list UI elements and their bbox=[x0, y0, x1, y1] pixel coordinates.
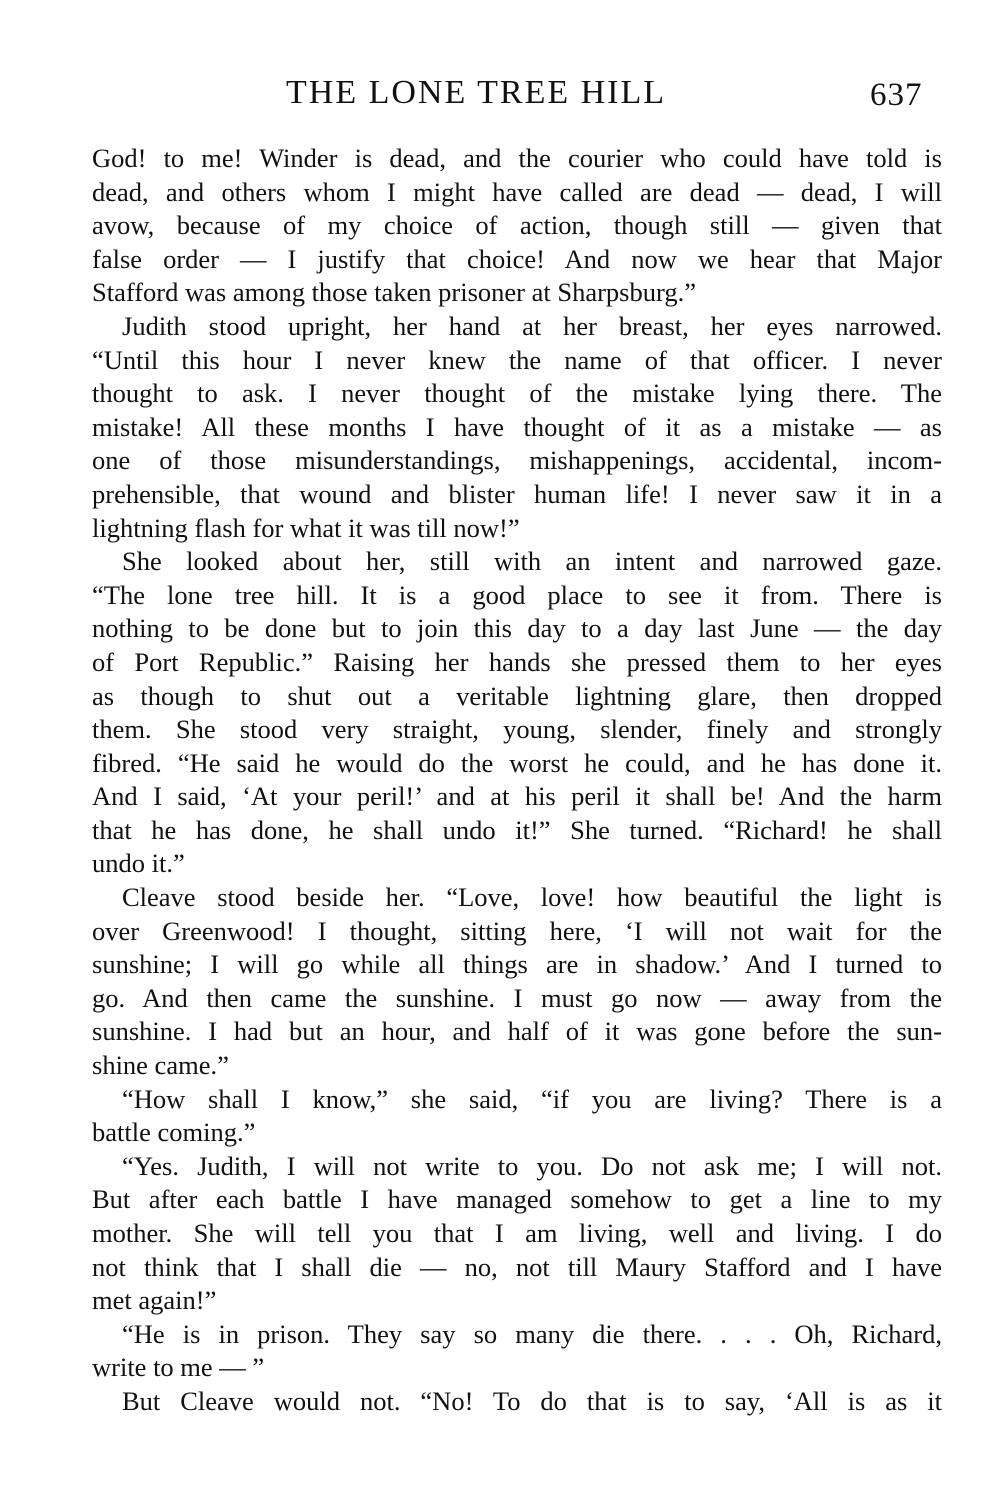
text-line: But Cleave would not. “No! To do that is to say, ‘All is as it bbox=[122, 1385, 942, 1416]
running-title: THE LONE TREE HILL bbox=[286, 74, 667, 111]
body-text bbox=[92, 142, 942, 1419]
text-line: that he has done, he shall undo it!” She turned. “Richard! he shall bbox=[92, 814, 942, 845]
text-line: write to me — ” bbox=[92, 1352, 265, 1383]
text-line: Judith stood upright, her hand at her breast, her eyes narrowed. bbox=[122, 310, 942, 341]
text-line: avow, because of my choice of action, though still — given that bbox=[92, 210, 942, 241]
text-line: mistake! All these months I have thought of it as a mistake — as bbox=[92, 411, 942, 442]
text-line: “He is in prison. They say so many die there. . . . Oh, Richard, bbox=[122, 1318, 942, 1349]
text-line: over Greenwood! I thought, sitting here, ‘I will not wait for the bbox=[92, 915, 942, 946]
text-line: as though to shut out a veritable lightning glare, then dropped bbox=[92, 680, 942, 711]
text-line: “Until this hour I never knew the name of that officer. I never bbox=[92, 344, 942, 375]
text-line: met again!” bbox=[92, 1285, 217, 1316]
text-line: one of those misunderstandings, mishappenings, accidental, incom- bbox=[92, 445, 942, 476]
text-line: She looked about her, still with an intent and narrowed gaze. bbox=[122, 546, 942, 577]
text-line: battle coming.” bbox=[92, 1117, 256, 1148]
page-number: 637 bbox=[870, 77, 923, 113]
text-line: lightning flash for what it was till now!” bbox=[92, 512, 520, 543]
text-line: go. And then came the sunshine. I must go now — away from the bbox=[92, 982, 942, 1013]
text-line: fibred. “He said he would do the worst he could, and he has done it. bbox=[92, 747, 942, 778]
text-line: Stafford was among those taken prisoner at Sharpsburg.” bbox=[92, 277, 696, 308]
text-line: But after each battle I have managed somehow to get a line to my bbox=[92, 1184, 942, 1215]
text-line: them. She stood very straight, young, slender, finely and strongly bbox=[92, 714, 942, 745]
text-line: nothing to be done but to join this day to a day last June — the day bbox=[92, 613, 942, 644]
text-line: dead, and others whom I might have called are dead — dead, I will bbox=[92, 176, 942, 207]
text-line: “Yes. Judith, I will not write to you. Do not ask me; I will not. bbox=[122, 1150, 942, 1181]
text-line: thought to ask. I never thought of the mistake lying there. The bbox=[92, 378, 942, 409]
text-line: “The lone tree hill. It is a good place to see it from. There is bbox=[92, 579, 942, 610]
text-line: false order — I justify that choice! And now we hear that Major bbox=[92, 243, 942, 274]
text-line: shine came.” bbox=[92, 1050, 229, 1081]
text-line: “How shall I know,” she said, “if you are living? There is a bbox=[122, 1083, 942, 1114]
text-line: Cleave stood beside her. “Love, love! how beautiful the light is bbox=[122, 882, 942, 913]
text-line: undo it.” bbox=[92, 848, 185, 879]
text-line: sunshine; I will go while all things are in shadow.’ And I turned to bbox=[92, 949, 942, 980]
text-line: prehensible, that wound and blister human life! I never saw it in a bbox=[92, 478, 942, 509]
text-line: And I said, ‘At your peril!’ and at his peril it shall be! And the harm bbox=[92, 781, 942, 812]
text-line: not think that I shall die — no, not till Maury Stafford and I have bbox=[92, 1251, 942, 1282]
text-line: God! to me! Winder is dead, and the courier who could have told is bbox=[92, 143, 942, 173]
text-line: mother. She will tell you that I am living, well and living. I do bbox=[92, 1218, 942, 1248]
running-header bbox=[0, 68, 1000, 118]
text-line: of Port Republic.” Raising her hands she pressed them to her eyes bbox=[92, 646, 942, 677]
text-line: sunshine. I had but an hour, and half of it was gone before the sun- bbox=[92, 1016, 942, 1047]
